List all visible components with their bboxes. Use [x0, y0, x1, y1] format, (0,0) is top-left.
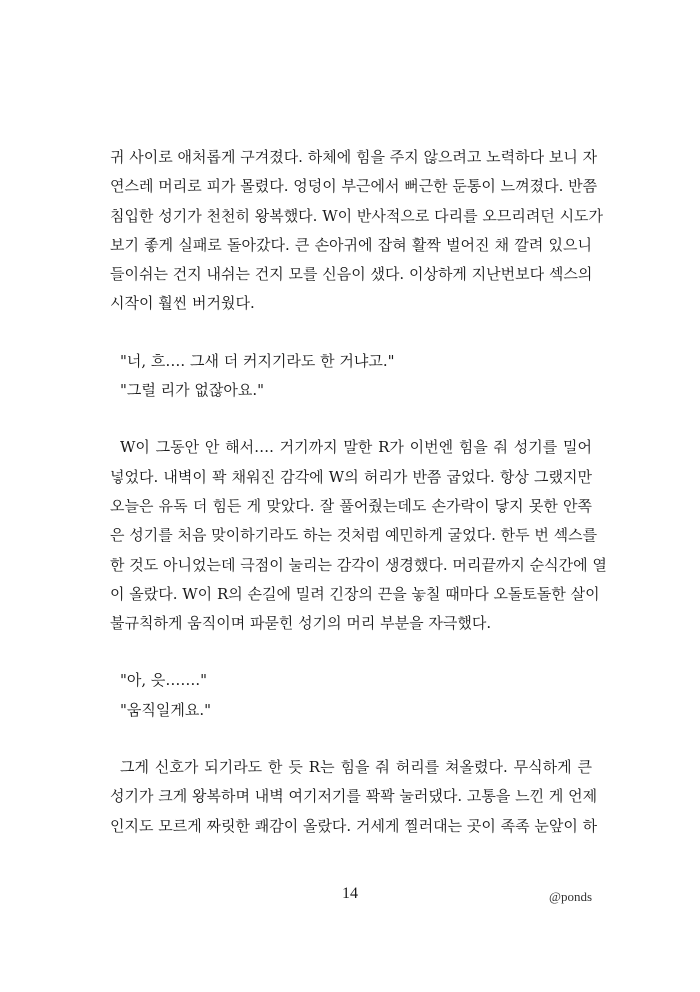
paragraph-gap [110, 319, 592, 347]
page-number: 14 [342, 885, 358, 902]
text-line: 넣었다. 내벽이 꽉 채워진 감각에 W의 허리가 반쯤 굽었다. 항상 그랬지만 [110, 467, 592, 486]
text-line: 연스레 머리로 피가 몰렸다. 엉덩이 부근에서 뻐근한 둔통이 느껴졌다. 반쯤 [110, 177, 598, 196]
text-line: 시작이 훨씬 버거웠다. [110, 294, 255, 313]
text-line: 보기 좋게 실패로 돌아갔다. 큰 손아귀에 잡혀 활짝 벌어진 채 깔려 있으니 [110, 235, 592, 254]
paragraph-1 [110, 143, 604, 319]
paragraph-3 [110, 753, 598, 841]
text-line: 들이쉬는 건지 내쉬는 건지 모를 신음이 샜다. 이상하게 지난번보다 섹스의 [110, 265, 593, 284]
paragraph-gap [110, 725, 592, 753]
text-line: W이 그동안 안 해서…. 거기까지 말한 R가 이번엔 힘을 줘 성기를 밀어 [120, 438, 592, 457]
text-line: 인지도 모르게 짜릿한 쾌감이 올랐다. 거세게 찔러대는 곳이 족족 눈앞이 하 [110, 816, 598, 835]
dialog-line: "움직일게요." [120, 700, 212, 719]
text-line: 성기가 크게 왕복하며 내벽 여기저기를 꽉꽉 눌러댔다. 고통을 느낀 게 언제 [110, 787, 598, 806]
paragraph-gap [110, 638, 592, 666]
dialog-line: "아, 읏……." [120, 671, 208, 690]
text-line: 은 성기를 처음 맞이하기라도 하는 것처럼 예민하게 굴었다. 한두 번 섹스를 [110, 526, 598, 545]
text-line: 불규칙하게 움직이며 파묻힌 성기의 머리 부분을 자극했다. [110, 614, 492, 633]
text-line: 오늘은 유독 더 힘든 게 맞았다. 잘 풀어줬는데도 손가락이 닿지 못한 안쪽 [110, 496, 592, 515]
paragraph-2 [110, 433, 607, 638]
body-text [110, 143, 607, 841]
text-line: 한 것도 아니었는데 극점이 눌리는 감각이 생경했다. 머리끝까지 순식간에 열 [110, 555, 607, 574]
text-line: 그게 신호가 되기라도 한 듯 R는 힘을 줘 허리를 쳐올렸다. 무식하게 큰 [120, 758, 592, 777]
text-line: 침입한 성기가 천천히 왕복했다. W이 반사적으로 다리를 오므리려던 시도가 [110, 206, 604, 225]
dialog-line: "너, 흐…. 그새 더 커지기라도 한 거냐고." [120, 351, 395, 370]
text-line: 이 올랐다. W이 R의 손길에 밀려 긴장의 끈을 놓칠 때마다 오돌토돌한 살이 [110, 584, 600, 603]
dialog-line: "그럴 리가 없잖아요." [120, 381, 265, 400]
paragraph-gap [110, 405, 592, 433]
author-handle: @ponds [548, 889, 592, 904]
text-line: 귀 사이로 애처롭게 구겨졌다. 하체에 힘을 주지 않으려고 노력하다 보니 자 [110, 148, 598, 166]
